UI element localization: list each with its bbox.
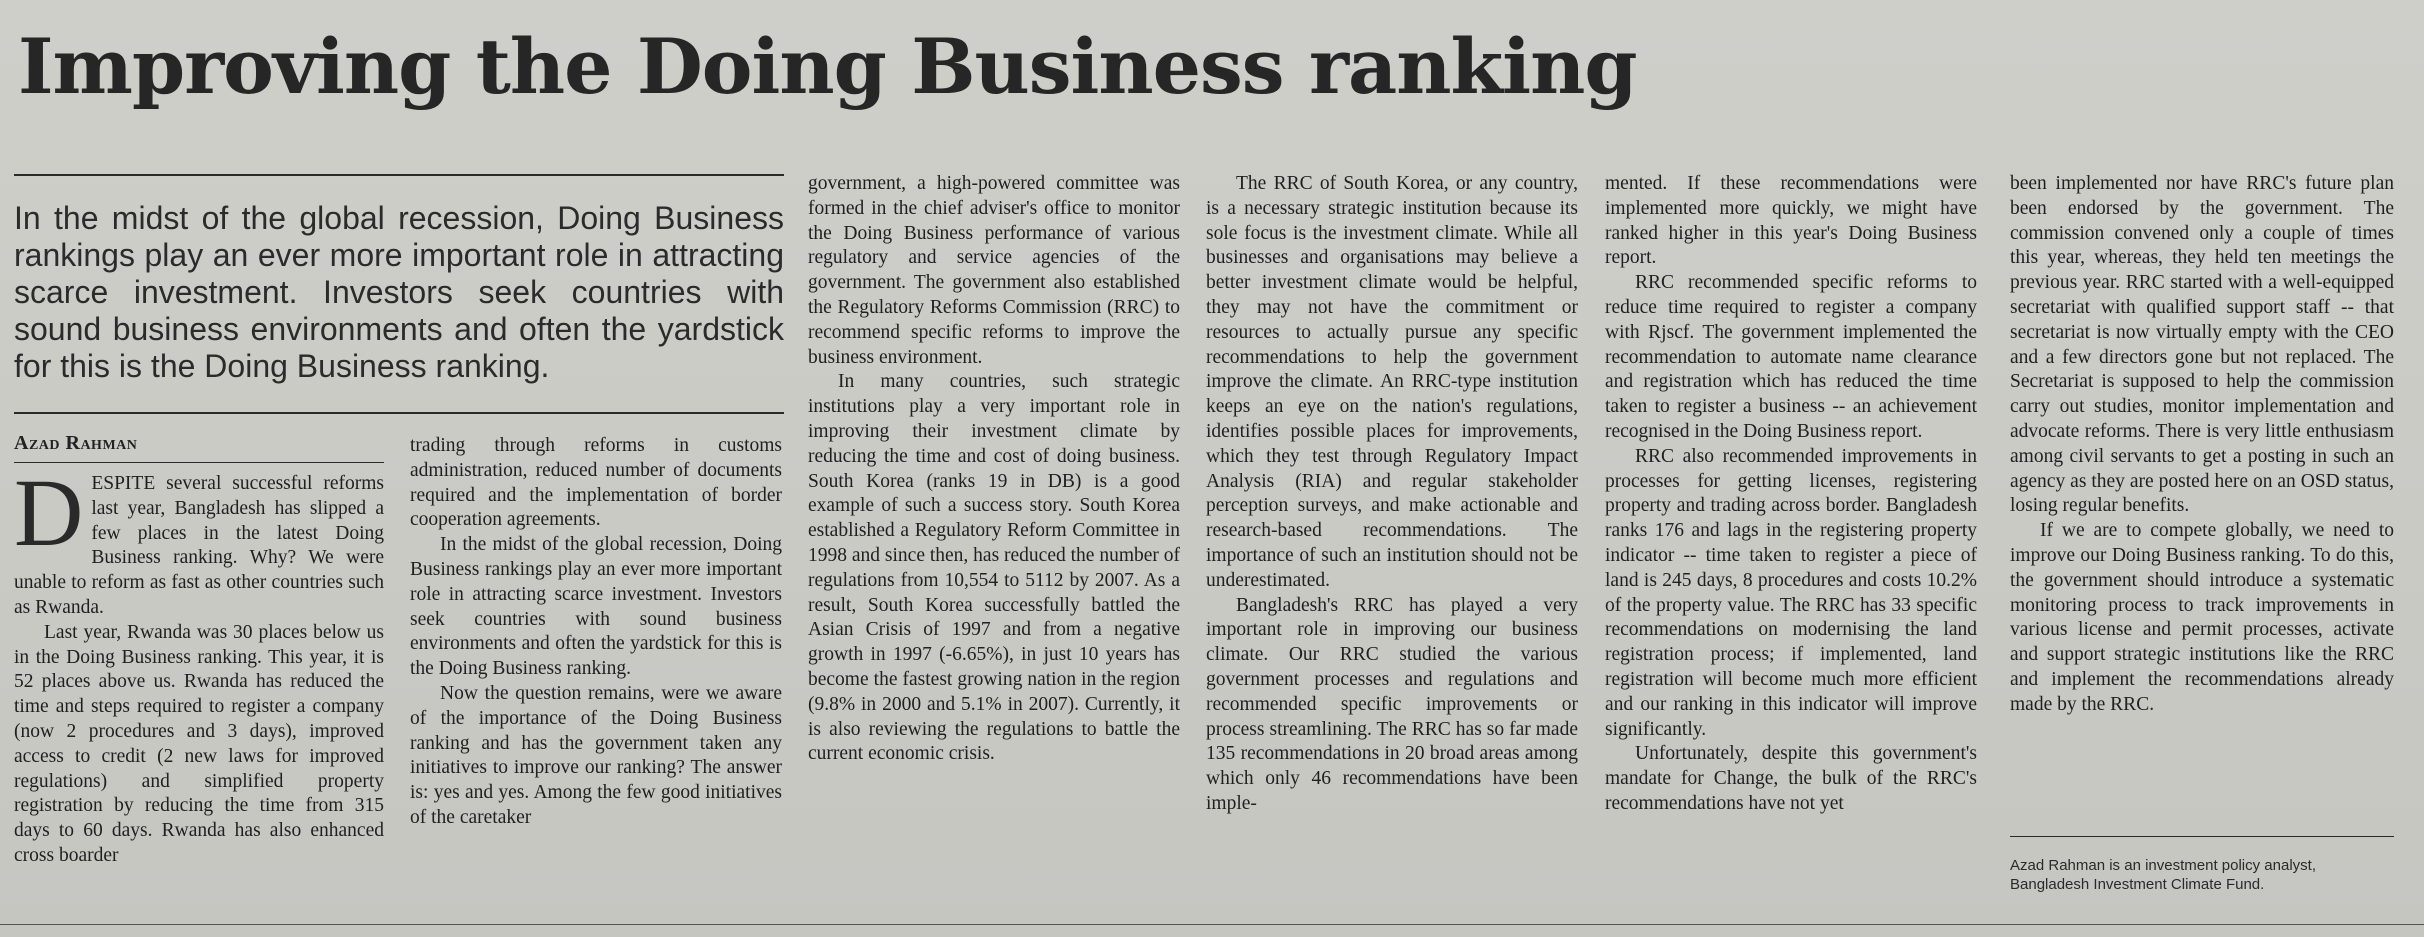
article-paragraph: mented. If these recommendations were implemented more quickly, we might have ranked higher in this year's Doing Business report. bbox=[1605, 173, 1977, 269]
article-column-4 bbox=[1206, 172, 1578, 892]
article-column-1 bbox=[14, 472, 384, 892]
deck-bottom-rule bbox=[14, 412, 784, 414]
article-paragraph: In many countries, such strategic institutions play a very important role in improving their investment climate by reducing the time and cost of doing business. South Korea (ranks 19 in DB) is a good example of such a success story. South Korea established a Regulatory Reform Committee in 1998 and since then, has reduced the number of regulations from 10,554 to 5112 by 2007. As a result, South Korea successfully battled the Asian Crisis of 1997 and from a negative growth in 1997 (-6.65%), in just 10 years has become the fastest growing nation in the region (9.8% in 2000 and 5.1% in 2007). Currently, it is also reviewing the regulations to battle the current economic crisis. bbox=[808, 371, 1180, 765]
article-paragraph: Unfortunately, despite this government's mandate for Change, the bulk of the RRC's recommendations have not yet bbox=[1605, 743, 1977, 814]
article-paragraph: Bangladesh's RRC has played a very important role in improving our business climate. Our RRC studied the various government processes and regulations and recommended specific improvements or process streamlining. The RRC has so far made 135 recommendations in 20 broad areas among which only 46 recommendations have been imple- bbox=[1206, 594, 1578, 814]
article-paragraph: RRC also recommended improvements in processes for getting licenses, registering property and trading across border. Bangladesh ranks 176 and lags in the registering property indicator -- time taken to register a piece of land is 245 days, 8 procedures and costs 10.2% of the property value. The RRC has 33 specific recommendations on modernising the land registration process; if implemented, land registration will become much more efficient and our ranking in this indicator will improve significantly. bbox=[1605, 445, 1977, 740]
footnote-rule bbox=[2010, 836, 2394, 837]
drop-cap: D bbox=[14, 472, 84, 566]
deck-top-rule bbox=[14, 174, 784, 176]
article-column-6 bbox=[2010, 172, 2394, 820]
deck: In the midst of the global recession, Doing Business rankings play an ever more important role in attracting scarce investment. Investors seek countries with sound business environments and often the yardstick for this is the Doing Business ranking. bbox=[14, 200, 784, 384]
article-paragraph: RRC recommended specific reforms to reduce time required to register a company with Rjscf. The government implemented the recommendation to automate name clearance and registration which has reduced the time taken to register a business -- an achievement recognised in the Doing Business report. bbox=[1605, 272, 1977, 442]
article-paragraph: The RRC of South Korea, or any country, is a necessary strategic institution because its sole focus is the investment climate. While all businesses and organisations may believe a better investment climate would be helpful, they may not have the commitment or resources to actually pursue any specific recommendations to help the government improve the climate. An RRC-type institution keeps an eye on the nation's regulations, identifies possible places for improvements, which they test through Regulatory Impact Analysis (RIA) and regular stakeholder perception surveys, and make actionable and research-based recommendations. The importance of such an institution should not be underestimated. bbox=[1206, 173, 1578, 591]
byline-rule bbox=[14, 462, 384, 463]
article-paragraph: DESPITE several successful reforms last year, Bangladesh has slipped a few places in the latest Doing Business ranking. Why? We were unable to reform as fast as other countries such as Rwanda. bbox=[14, 472, 384, 618]
article-paragraph: government, a high-powered committee was formed in the chief adviser's office to monitor the Doing Business performance of various regulatory and service agencies of the government. The government also established the Regulatory Reforms Commission (RRC) to recommend specific reforms to improve the business environment. bbox=[808, 173, 1180, 368]
author-footnote: Azad Rahman is an investment policy analyst, Bangladesh Investment Climate Fund. bbox=[2010, 857, 2316, 893]
headline: Improving the Doing Business ranking bbox=[18, 22, 1637, 111]
page-bottom-rule bbox=[0, 924, 2424, 925]
article-column-3 bbox=[808, 172, 1180, 892]
article-paragraph: been implemented nor have RRC's future plan been endorsed by the government. The commission convened only a couple of times this year, whereas, they held ten meetings the previous year. RRC started with a well-equipped secretariat with qualified support staff -- that secretariat is now virtually empty with the CEO and a few directors gone but not replaced. The Secretariat is supposed to help the commission carry out studies, monitor implementation and advocate reforms. There is very little enthusiasm among civil servants to get a posting in such an agency as they are posted here on an OSD status, losing regular benefits. bbox=[2010, 173, 2394, 517]
byline: Azad Rahman bbox=[14, 432, 138, 454]
article-paragraph: In the midst of the global recession, Doing Business rankings play an ever more important role in attracting scarce investment. Investors seek countries with sound business environments and often the yardstick for this is the Doing Business ranking. bbox=[410, 534, 782, 680]
article-paragraph: trading through reforms in customs administration, reduced number of documents required and the implementation of border cooperation agreements. bbox=[410, 435, 782, 531]
article-paragraph: Last year, Rwanda was 30 places below us in the Doing Business ranking. This year, it is 52 places above us. Rwanda has reduced the time and steps required to register a company (now 2 procedures and 3 days), improved access to credit (2 new laws for improved regulations) and simplified property registration by reducing the time from 315 days to 60 days. Rwanda has also enhanced cross boarder bbox=[14, 621, 384, 866]
article-column-2 bbox=[410, 434, 782, 892]
article-paragraph: If we are to compete globally, we need to improve our Doing Business ranking. To do this, the government should introduce a systematic monitoring process to track improvements in various license and permit processes, activate and support strategic institutions like the RRC and implement the recommendations already made by the RRC. bbox=[2010, 520, 2394, 715]
article-column-5 bbox=[1605, 172, 1977, 892]
article-paragraph: Now the question remains, were we aware of the importance of the Doing Business ranking and has the government taken any initiatives to improve our ranking? The answer is: yes and yes. Among the few good initiatives of the caretaker bbox=[410, 682, 782, 828]
